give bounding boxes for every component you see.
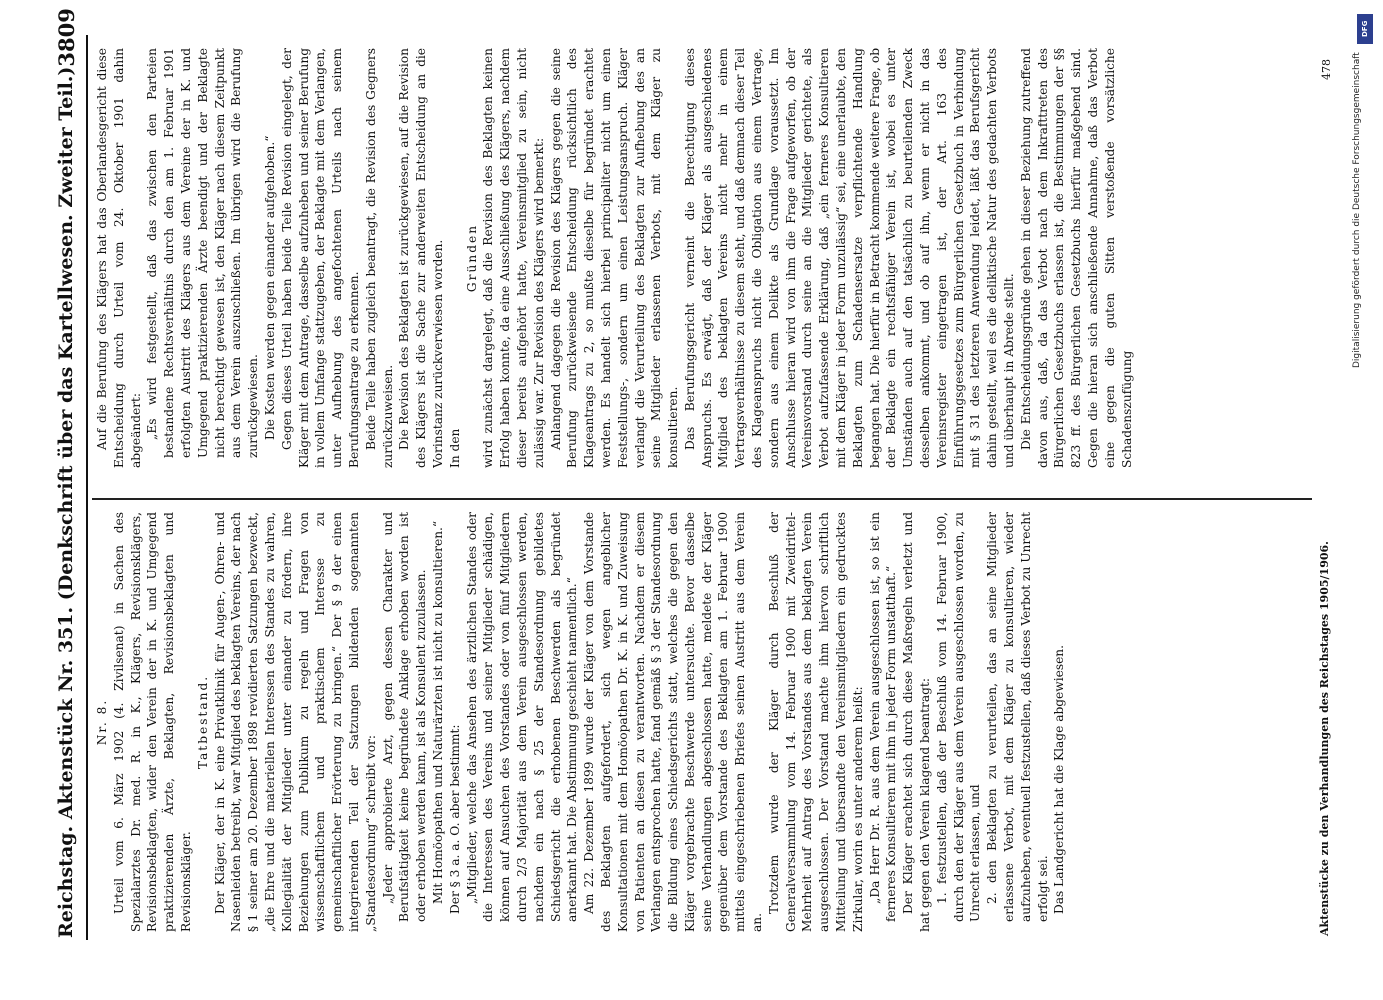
paragraph: Der § 3 a. a. O. aber bestimmt:: [447, 724, 462, 914]
right-column: [94, 48, 1304, 468]
footer-note: Aktenstücke zu den Verhandlungen des Reichstages 1905/1906.: [1318, 541, 1331, 936]
sheet-number: 478: [1320, 59, 1333, 80]
paragraph: In den: [447, 428, 462, 468]
quotation: Die Kosten werden gegen einander aufgehoben.“: [262, 135, 277, 440]
header-title: Reichstag. Aktenstück Nr. 351. (Denkschrift über das Kartellwesen. Zweiter Teil.): [55, 66, 77, 938]
header-rule: [86, 35, 88, 940]
list-item: 2. den Beklagten zu verurteilen, das an seine Mitglieder erlassene Verbot, mit dem Kläger zu konsultieren, wieder aufzuheben, eventuell festzustellen, daß dieses Verbot zu Unrecht erfolgt sei.: [985, 512, 1050, 922]
column-divider: [92, 499, 1312, 501]
left-column: [94, 512, 1304, 932]
quotation: „Es wird festgestellt, daß das zwischen den Parteien bestandene Rechtsverhältnis durch den am 1. Februar 1901 erfolgten Austritt des Klägers aus dem Vereine der in K. und Umgegend praktizierenden Ärzte beendigt und der Beklagte nicht berechtigt gewesen ist, den Kläger nach diesem Zeitpunkt aus dem Verein auszuschließen. Im übrigen wird die Berufung zurückgewiesen.: [145, 48, 261, 458]
paragraph: Gegen dieses Urteil haben beide Teile Revision eingelegt, der Kläger mit dem Antrage, dasselbe aufzuheben und seiner Berufung in vollem Umfange stattzugeben, der Beklagte mit dem Verlangen, unter Aufhebung des angefochtenen Urteils nach seinem Berufungsantrage zu erkennen.: [279, 48, 361, 468]
section-heading: Tatbestand.: [195, 674, 210, 770]
paragraph: Auf die Berufung des Klägers hat das Oberlandesgericht diese Entscheidung durch Urteil vom 24. Oktober 1901 dahin abgeändert:: [95, 48, 143, 468]
quotation: „Jeder approbierte Arzt, gegen dessen Charakter und Berufstätigkeit keine begründete Anklage erhoben worden ist oder erhoben werden kann, ist als Konsulent zuzulassen.: [380, 512, 429, 922]
paragraph: Anlangend dagegen die Revision des Klägers gegen die seine Berufung zurückweisende Entscheidung rücksichtlich des Klageantrags zu 2, so mußte dieselbe für begründet erachtet werden. Es handelt sich hierbei principaliter nicht um einen Feststellungs-, sondern um einen Leistungsanspruch. Kläger verlangt die Verurteilung des Beklagten zur Aufhebung des an seine Mitglieder erlassenen Verbots, mit dem Kläger zu konsultieren.: [548, 48, 681, 468]
paragraph: Das Landgericht hat die Klage abgewiesen.: [1052, 644, 1067, 914]
paragraph: Trotzdem wurde der Kläger durch Beschluß der Generalversammlung vom 14. Februar 1900 mit Zweidrittel-Mehrheit auf Antrag des Vorstandes aus dem beklagten Verein ausgeschlossen. Der Vorstand machte ihm hiervon schriftlich Mitteilung und übersandte den Vereinsmitgliedern ein gedrucktes Zirkular, worin es unter anderem heißt:: [766, 512, 865, 932]
page-number: 3809: [53, 8, 79, 67]
dfg-logo: DFG: [1357, 14, 1373, 44]
section-heading: Gründen: [464, 223, 479, 293]
quotation: „Mitglieder, welche das Ansehen des ärztlichen Standes oder die Interessen des Vereins und seiner Mitglieder schädigen, können auf Ansuchen des Vorstandes oder von fünf Mitgliedern durch 2/3 Majorität aus dem Verein ausgeschlossen werden, nachdem ein nach § 25 der Standesordnung gebildetes Schiedsgericht die erhobenen Beschwerden als begründet anerkannt hat. Die Abstimmung geschieht namentlich.“: [464, 512, 580, 922]
paragraph: Urteil vom 6. März 1902 (4. Zivilsenat) in Sachen des Spezialarztes Dr. med. R. in K., Klägers, Revisionsklägers, Revisionsbeklagten, wider den Verein der in K. und Umgegend praktizierenden Ärzte, Beklagten, Revisionsbeklagten und Revisionskläger.: [111, 512, 193, 932]
digitization-sidebar: [1352, 6, 1382, 996]
paragraph: wird zunächst dargelegt, daß die Revision des Beklagten keinen Erfolg haben konnte, da eine Ausschließung des Klägers, nachdem dieser bereits aufgehört hatte, Vereinsmitglied zu sein, nicht zulässig war. Zur Revision des Klägers wird bemerkt:: [481, 48, 546, 468]
digitization-credit: Digitalisierung gefördert durch die Deutsche Forschungsgemeinschaft: [1352, 52, 1362, 368]
running-header: [50, 8, 82, 938]
list-item: 1. festzustellen, daß der Beschluß vom 14. Februar 1900, durch den der Kläger aus dem Verein ausgeschlossen worden, zu Unrecht erlassen, und: [934, 512, 983, 922]
paragraph: Die Entscheidungsgründe gehen in dieser Beziehung zutreffend davon aus, daß, da das Verbot nach dem Inkrafttreten des Bürgerlichen Gesetzbuchs erlassen ist, die Bestimmungen der §§ 823 ff. des Bürgerlichen Gesetzbuchs hierfür maßgebend sind. Gegen die hieran sich anschließende Annahme, daß das Verbot eine gegen die guten Sitten verstoßende vorsätzliche Schadenszufügung: [1018, 48, 1134, 468]
paragraph: Der Kläger, der in K. eine Privatklinik für Augen-, Ohren- und Nasenleiden betreibt, war Mitglied des beklagten Vereins, der nach § 1 seiner am 20. Dezember 1898 revidierten Satzungen bezweckt, „die Ehre und die materiellen Interessen des Standes zu wahren, Kollegialität der Mitglieder unter einander zu fördern, ihre Beziehungen zum Publikum zu regeln und Fragen von wissenschaftlichem und praktischem Interesse zu gemeinschaftlicher Erörterung zu bringen.“ Der § 9 der einen integrierenden Teil der Satzungen bildenden sogenannten „Standesordnung“ schreibt vor:: [212, 512, 378, 932]
paragraph: Der Kläger erachtet sich durch diese Maßregeln verletzt und hat gegen den Verein klagend beantragt:: [901, 512, 933, 932]
paragraph: Das Berufungsgericht verneint die Berechtigung dieses Anspruchs. Es erwägt, daß der Kläger als ausgeschiedenes Mitglied des beklagten Vereins nicht mehr in einem Vertragsverhältnisse zu diesem steht, und daß demnach dieser Teil des Klageanspruchs nicht die Obligation aus einem Vertrage, sondern aus einem Delikte als Grundlage voraussetzt. Im Anschlusse hieran wird von ihm die Frage aufgeworfen, ob der Vereinsvorstand durch seine an die Mitglieder gerichtete, als Verbot aufzufassende Erklärung, daß „ein ferneres Konsultieren mit dem Kläger in jeder Form unzulässig“ sei, eine unerlaubte, den Beklagten zum Schadensersatze verpflichtende Handlung begangen hat. Die hierfür in Betracht kommende weitere Frage, ob der Beklagte ein rechtsfähiger Verein ist, wobei es unter Umständen auch auf den tatsächlich zu beurteilenden Zweck desselben ankommt, und ob auf ihn, wenn er nicht in das Vereinsregister eingetragen ist, der Art. 163 des Einführungsgesetzes zum Bürgerlichen Gesetzbuch in Verbindung mit § 31 des letzteren Anwendung leidet, läßt das Berufsgericht dahin gestellt, weil es die deliktische Natur des gedachten Verbots und überhaupt in Abrede stellt.: [682, 48, 1017, 468]
quotation: Mit Homöopathen und Naturärzten ist nicht zu konsultieren.“: [430, 520, 445, 904]
paragraph: Beide Teile haben zugleich beantragt, die Revision des Gegners zurückzuweisen.: [363, 48, 395, 468]
case-number: Nr. 8.: [95, 698, 109, 746]
quotation: „Da Herr Dr. R. aus dem Verein ausgeschlossen ist, so ist ein ferneres Konsultieren mit ihm in jeder Form unstatthaft.“: [867, 512, 899, 922]
paragraph: Die Revision des Beklagten ist zurückgewiesen, auf die Revision des Klägers ist die Sache zur anderweiten Entscheidung an die Vorinstanz zurückverwiesen worden.: [397, 48, 445, 468]
paragraph: Am 22. Dezember 1899 wurde der Kläger von dem Vorstande des Beklagten aufgefordert, sich wegen angeblicher Konsultationen mit dem Homöopathen Dr. K. in K. und Zuweisung von Patienten an diesen zu verantworten. Nachdem er diesem Verlangen entsprochen hatte, fand gemäß § 3 der Standesordnung die Bildung eines Schiedsgerichts statt, welches die gegen den Kläger vorgebrachte Beschwerde untersuchte. Bevor dasselbe seine Verhandlungen abgeschlossen hatte, meldete der Kläger gegenüber dem Vorstande des Beklagten am 1. Februar 1900 mittels eingeschriebenen Briefes seinen Austritt aus dem Verein an.: [582, 512, 765, 932]
